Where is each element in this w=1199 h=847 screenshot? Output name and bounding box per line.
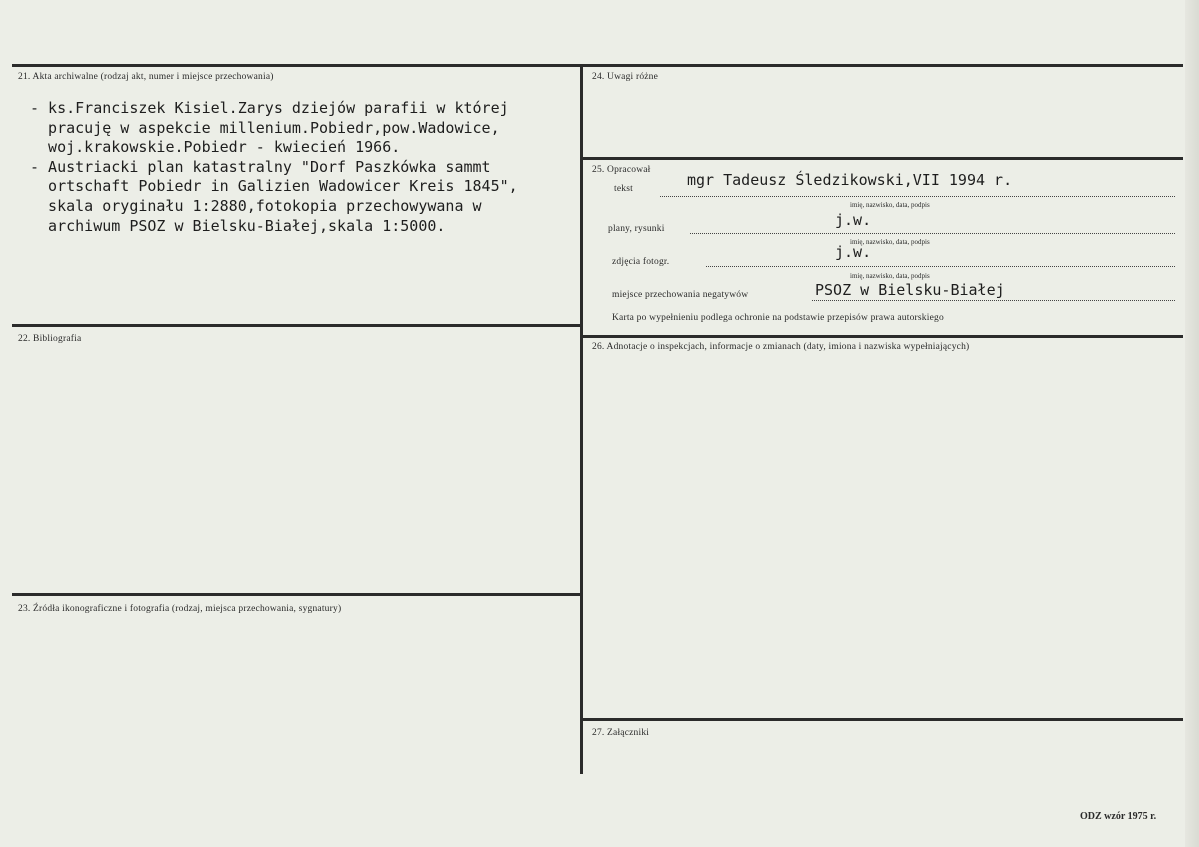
plany-underline — [690, 233, 1175, 234]
tekst-value: mgr Tadeusz Śledzikowski,VII 1994 r. — [687, 171, 1013, 189]
zdjecia-underline — [706, 266, 1175, 267]
section-21-line: - ks.Franciszek Kisiel.Zarys dziejów parafii w której — [30, 99, 509, 117]
section-26-label: 26. Adnotacje o inspekcjach, informacje o zmianach (daty, imiona i nazwiska wypełniających) — [592, 342, 970, 352]
rule-top-right — [583, 64, 1183, 67]
card-edge — [1185, 0, 1199, 847]
zdjecia-value: j.w. — [835, 243, 872, 261]
section-22-label: 22. Bibliografia — [18, 334, 82, 344]
plany-value: j.w. — [835, 211, 872, 229]
section-21-line: - Austriacki plan katastralny "Dorf Paszkówka sammt — [30, 157, 491, 176]
negatywy-underline — [812, 300, 1175, 301]
rule-top-left — [12, 64, 580, 67]
form-footer: ODZ wzór 1975 r. — [1080, 811, 1157, 822]
copyright-note: Karta po wypełnieniu podlega ochronie na podstawie przepisów prawa autorskiego — [612, 313, 944, 323]
rule-26-right — [583, 335, 1183, 338]
rule-25-right — [583, 157, 1183, 160]
section-27-label: 27. Załączniki — [592, 728, 650, 738]
plany-label: plany, rysunki — [608, 224, 665, 234]
tekst-caption: imię, nazwisko, data, podpis — [850, 201, 930, 209]
plany-caption: imię, nazwisko, data, podpis — [850, 238, 930, 246]
zdjecia-label: zdjęcia fotogr. — [612, 257, 670, 267]
tekst-label: tekst — [614, 184, 633, 194]
zdjecia-caption: imię, nazwisko, data, podpis — [850, 272, 930, 280]
section-21-label: 21. Akta archiwalne (rodzaj akt, numer i miejsce przechowania) — [18, 72, 274, 82]
section-23-label: 23. Źródła ikonograficzne i fotografia (rodzaj, miejsca przechowania, sygnatury) — [18, 604, 342, 614]
rule-22-left — [12, 324, 580, 327]
section-21-line: woj.krakowskie.Pobiedr - kwiecień 1966. — [30, 138, 401, 157]
section-21-line: archiwum PSOZ w Bielsku-Białej,skala 1:5000. — [30, 216, 446, 235]
negatywy-label: miejsce przechowania negatywów — [612, 290, 749, 300]
rule-27-right — [583, 718, 1183, 721]
tekst-underline — [660, 196, 1175, 197]
section-21-line: ortschaft Pobiedr in Galizien Wadowicer Kreis 1845", — [30, 177, 518, 196]
section-24-label: 24. Uwagi różne — [592, 72, 659, 82]
section-25-label: 25. Opracował — [592, 165, 651, 175]
section-21-line: pracuję w aspekcie millenium.Pobiedr,pow.Wadowice, — [30, 118, 500, 137]
section-21-line: skala oryginału 1:2880,fotokopia przechowywana w — [30, 197, 482, 215]
negatywy-value: PSOZ w Bielsku-Białej — [815, 281, 1005, 299]
column-divider — [580, 64, 583, 774]
rule-23-left — [12, 593, 580, 596]
